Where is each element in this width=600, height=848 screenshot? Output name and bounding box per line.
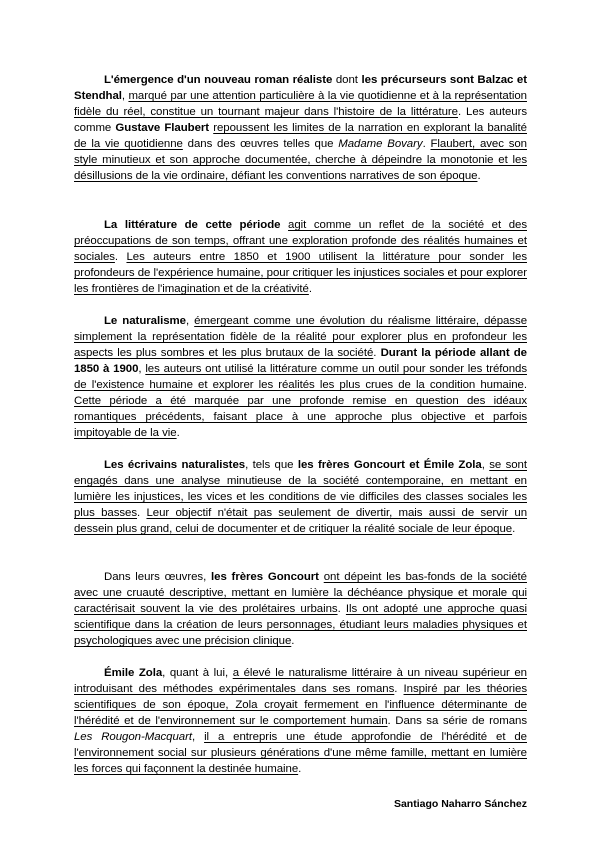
text-run: dont: [332, 74, 362, 86]
text-run: Flaubert, avec son style minutieux et son approche documentée, cherche à dépeindre la monotonie et les désillusions de la vie ordinaire, défiant les conventions narratives de son époque: [74, 138, 527, 183]
text-run: .: [114, 251, 127, 264]
author-signature: Santiago Naharro Sánchez: [393, 798, 527, 810]
text-run: Gustave Flaubert: [115, 122, 210, 135]
text-run: , tels que: [245, 459, 298, 471]
text-run: Le naturalisme: [104, 315, 186, 327]
paragraph-realisme: [74, 72, 527, 184]
text-run: dans des œuvres telles que: [182, 138, 339, 151]
text-run: les auteurs ont utilisé la littérature comme un outil pour sonder les tréfonds de l'existence humaine et explorer les réalités les plus crues de la condition humaine: [74, 363, 527, 392]
text-run: Inspiré par les théories scientifiques de son époque, Zola croyait fermement en l'influence déterminante de l'hérédité et de l'environnement sur le comportement humain: [74, 683, 527, 728]
text-run: . Dans sa série de romans: [387, 715, 528, 728]
text-run: Les auteurs entre 1850 et 1900 utilisent la littérature pour sonder les profondeurs de l'expérience humaine, pour critiquer les injustices sociales et pour explorer les frontières de l'imagination et de la créativité: [74, 251, 527, 296]
text-run: les frères Goncourt: [211, 571, 319, 583]
text-run: L'émergence d'un nouveau roman réaliste: [104, 74, 333, 86]
text-run: [280, 219, 288, 231]
text-run: Durant la période allant de 1850 à 1900: [74, 347, 527, 376]
text-run: .: [176, 427, 180, 440]
text-run: ,: [121, 90, 129, 103]
text-run: ont dépeint les bas-fonds de la société avec une cruauté descriptive, mettant en lumière la déchéance physique et morale qui caractérisait souvent la vie des prolétaires urbains: [74, 571, 527, 616]
text-run: émergeant comme une évolution du réalisme littéraire, dépasse simplement la représentation fidèle de la réalité pour explorer plus en profondeur les aspects les plus sombres et les plus brutaux de la société: [74, 315, 528, 360]
text-run: La littérature de cette période: [104, 219, 281, 231]
text-run: , quant à lui,: [162, 667, 233, 679]
text-run: agit comme un reflet de la société et des préoccupations de son temps, offrant une exploration profonde des réalités humaines et sociales: [74, 219, 527, 264]
paragraph-goncourt: [74, 569, 527, 649]
paragraph-naturalisme: [74, 313, 527, 441]
text-run: marqué par une attention particulière à la vie quotidienne et à la représentation fidèle du réel, constitue un tournant majeur dans l'histoire de la littérature: [74, 90, 527, 119]
text-run: a élevé le naturalisme littéraire à un niveau supérieur en introduisant des méthodes expérimentales dans ses romans: [74, 667, 527, 696]
text-run: .: [523, 379, 527, 392]
text-run: .: [477, 170, 481, 183]
text-run: il a entrepris une étude approfondie de l'hérédité et de l'environnement social sur plusieurs générations d'une même famille, mettant en lumière les forces qui façonnent la destinée humaine: [74, 731, 527, 776]
text-run: .: [308, 283, 313, 296]
text-run: .: [137, 507, 147, 520]
text-run: ,: [185, 315, 195, 327]
text-run: repoussent les limites de la narration en explorant la banalité de la vie quotidienne: [74, 122, 527, 151]
text-run: .: [422, 138, 431, 151]
text-run: Ils ont adopté une approche quasi scientifique dans la création de leurs personnages, étudiant leurs maladies physiques et psychologiques avec une précision clinique: [74, 603, 527, 648]
text-run: ,: [481, 459, 490, 471]
text-run: se sont engagés dans une analyse minutieuse de la société contemporaine, en mettant en lumière les injustices, les vices et les conditions de vie difficiles des classes sociales les plus basses: [74, 459, 527, 520]
paragraph-zola: [74, 665, 527, 777]
text-run: Leur objectif n'était pas seulement de divertir, mais aussi de servir un dessein plus grand, celui de documenter et de critiquer la réalité sociale de leur époque: [74, 507, 528, 536]
text-run: Les écrivains naturalistes: [104, 459, 246, 471]
paragraph-litterature-periode: [74, 217, 527, 297]
text-run: .: [291, 635, 295, 648]
text-run: .: [512, 523, 516, 536]
text-run: ,: [192, 731, 205, 744]
paragraph-ecrivains-naturalistes: [74, 457, 527, 537]
text-run: Madame Bovary: [338, 138, 423, 151]
text-run: les précurseurs sont Balzac et Stendhal: [74, 74, 527, 103]
text-run: .: [337, 603, 346, 616]
text-run: Émile Zola: [104, 667, 163, 679]
text-run: Dans leurs œuvres,: [104, 571, 212, 583]
text-run: . Les auteurs comme: [74, 106, 527, 135]
text-run: les frères Goncourt et Émile Zola: [297, 459, 482, 471]
text-run: .: [394, 683, 404, 696]
text-run: .: [298, 763, 302, 776]
text-run: Cette période a été marquée par une profonde remise en question des idéaux romantiques précédents, faisant place à une approche plus objective et parfois impitoyable de la vie: [74, 395, 527, 440]
text-run: ,: [138, 363, 146, 376]
text-run: .: [373, 347, 381, 360]
text-run: Les Rougon-Macquart: [74, 731, 193, 744]
